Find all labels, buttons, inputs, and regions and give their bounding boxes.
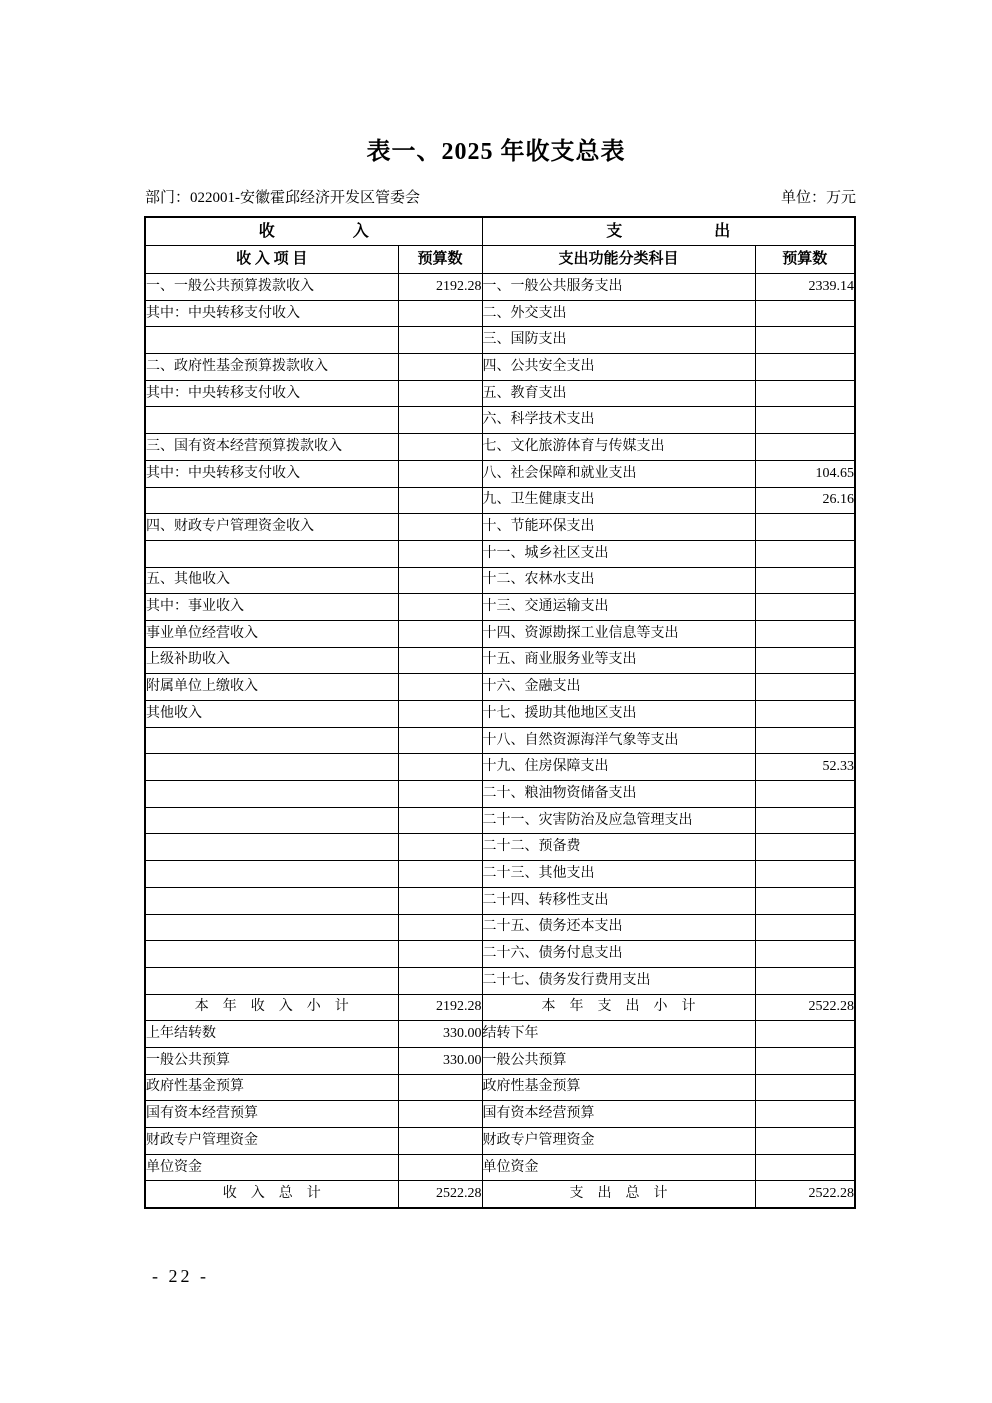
expense-value-cell <box>755 887 855 914</box>
income-value-cell <box>398 887 482 914</box>
income-item-cell: 一般公共预算 <box>145 1047 398 1074</box>
income-value-cell <box>398 460 482 487</box>
table-row <box>145 487 855 514</box>
income-item-cell: 财政专户管理资金 <box>145 1128 398 1155</box>
expense-item-cell: 支 出 总 计 <box>482 1181 755 1208</box>
expense-value-cell <box>755 434 855 461</box>
expense-value-cell <box>755 861 855 888</box>
department-label: 部门：022001-安徽霍邱经济开发区管委会 <box>145 190 420 206</box>
table-row <box>145 407 855 434</box>
expense-item-cell: 二十一、灾害防治及应急管理支出 <box>482 807 755 834</box>
income-value-cell <box>398 620 482 647</box>
table-row <box>145 300 855 327</box>
income-value-cell <box>398 380 482 407</box>
expense-value-cell: 26.16 <box>755 487 855 514</box>
table-row <box>145 834 855 861</box>
income-value-cell <box>398 434 482 461</box>
income-item-cell <box>145 914 398 941</box>
table-row <box>145 861 855 888</box>
expense-value-cell <box>755 807 855 834</box>
income-value-cell <box>398 594 482 621</box>
income-item-cell: 事业单位经营收入 <box>145 620 398 647</box>
expense-value-cell: 2522.28 <box>755 994 855 1021</box>
expense-value-cell <box>755 914 855 941</box>
income-item-cell <box>145 407 398 434</box>
income-value-cell <box>398 1154 482 1181</box>
expense-value-cell: 2339.14 <box>755 274 855 301</box>
expense-item-cell: 四、公共安全支出 <box>482 354 755 381</box>
income-item-cell: 其中：中央转移支付收入 <box>145 460 398 487</box>
expense-value-cell <box>755 354 855 381</box>
income-item-cell: 上级补助收入 <box>145 647 398 674</box>
expense-item-cell: 二十五、债务还本支出 <box>482 914 755 941</box>
meta-row <box>145 186 856 207</box>
expense-item-cell: 九、卫生健康支出 <box>482 487 755 514</box>
income-item-cell: 其他收入 <box>145 701 398 728</box>
table-row <box>145 887 855 914</box>
expense-value-cell: 52.33 <box>755 754 855 781</box>
income-value-cell <box>398 1101 482 1128</box>
expense-value-cell <box>755 941 855 968</box>
expense-value-cell <box>755 594 855 621</box>
table-row <box>145 1021 855 1048</box>
expense-value-cell <box>755 1154 855 1181</box>
income-item-cell <box>145 487 398 514</box>
table-row <box>145 514 855 541</box>
expense-value-cell <box>755 1074 855 1101</box>
income-item-cell <box>145 941 398 968</box>
expense-item-cell: 二十、粮油物资储备支出 <box>482 781 755 808</box>
income-item-cell <box>145 887 398 914</box>
expense-item-cell: 二十六、债务付息支出 <box>482 941 755 968</box>
expense-item-cell: 五、教育支出 <box>482 380 755 407</box>
expense-item-cell: 十七、援助其他地区支出 <box>482 701 755 728</box>
expense-item-column-header: 支出功能分类科目 <box>482 246 755 274</box>
table-row <box>145 701 855 728</box>
income-value-cell: 2192.28 <box>398 994 482 1021</box>
income-value-cell <box>398 1074 482 1101</box>
expense-item-cell: 六、科学技术支出 <box>482 407 755 434</box>
income-item-cell: 三、国有资本经营预算拨款收入 <box>145 434 398 461</box>
expense-item-cell: 二十二、预备费 <box>482 834 755 861</box>
expense-item-cell: 国有资本经营预算 <box>482 1101 755 1128</box>
expense-value-cell <box>755 781 855 808</box>
income-item-cell: 政府性基金预算 <box>145 1074 398 1101</box>
income-item-cell: 一、一般公共预算拨款收入 <box>145 274 398 301</box>
income-value-cell <box>398 754 482 781</box>
expense-item-cell: 七、文化旅游体育与传媒支出 <box>482 434 755 461</box>
expense-value-cell <box>755 701 855 728</box>
expense-item-cell: 一、一般公共服务支出 <box>482 274 755 301</box>
income-item-cell: 国有资本经营预算 <box>145 1101 398 1128</box>
income-value-cell <box>398 914 482 941</box>
income-header-char: 收 <box>258 222 275 240</box>
income-value-cell <box>398 807 482 834</box>
expense-value-cell <box>755 647 855 674</box>
income-item-cell: 其中：中央转移支付收入 <box>145 300 398 327</box>
table-row <box>145 727 855 754</box>
table-row <box>145 1074 855 1101</box>
expense-item-cell: 十三、交通运输支出 <box>482 594 755 621</box>
table-row <box>145 620 855 647</box>
income-value-cell <box>398 327 482 354</box>
expense-value-cell <box>755 727 855 754</box>
income-item-cell: 本 年 收 入 小 计 <box>145 994 398 1021</box>
income-value-cell <box>398 487 482 514</box>
table-row <box>145 434 855 461</box>
income-value-cell <box>398 1128 482 1155</box>
expense-item-cell: 十、节能环保支出 <box>482 514 755 541</box>
expense-value-cell <box>755 380 855 407</box>
income-item-cell: 附属单位上缴收入 <box>145 674 398 701</box>
expense-value-cell <box>755 567 855 594</box>
table-row <box>145 380 855 407</box>
expense-value-cell <box>755 1128 855 1155</box>
expense-value-cell <box>755 620 855 647</box>
table-row <box>145 967 855 994</box>
income-item-cell: 收 入 总 计 <box>145 1181 398 1208</box>
income-value-cell: 330.00 <box>398 1021 482 1048</box>
expense-item-cell: 单位资金 <box>482 1154 755 1181</box>
expense-value-cell <box>755 674 855 701</box>
expense-value-cell <box>755 834 855 861</box>
income-item-cell: 四、财政专户管理资金收入 <box>145 514 398 541</box>
table-row <box>145 594 855 621</box>
income-value-cell <box>398 781 482 808</box>
table-row <box>145 941 855 968</box>
expense-value-cell <box>755 514 855 541</box>
expense-item-cell: 二十三、其他支出 <box>482 861 755 888</box>
income-item-cell <box>145 781 398 808</box>
income-value-cell <box>398 540 482 567</box>
table-row <box>145 647 855 674</box>
table-row <box>145 540 855 567</box>
expense-value-cell <box>755 967 855 994</box>
income-value-cell <box>398 567 482 594</box>
table-row <box>145 1181 855 1208</box>
income-value-cell <box>398 727 482 754</box>
table-row <box>145 327 855 354</box>
income-item-cell: 其中：中央转移支付收入 <box>145 380 398 407</box>
income-value-cell <box>398 647 482 674</box>
expense-section-header <box>482 217 855 246</box>
expense-budget-column-header: 预算数 <box>755 246 855 274</box>
income-item-cell <box>145 727 398 754</box>
expense-item-cell: 三、国防支出 <box>482 327 755 354</box>
expense-item-cell: 一般公共预算 <box>482 1047 755 1074</box>
income-item-cell <box>145 967 398 994</box>
table-row <box>145 460 855 487</box>
expense-item-cell: 二、外交支出 <box>482 300 755 327</box>
expense-value-cell <box>755 540 855 567</box>
income-item-cell: 二、政府性基金预算拨款收入 <box>145 354 398 381</box>
table-row <box>145 1047 855 1074</box>
income-item-cell: 五、其他收入 <box>145 567 398 594</box>
income-value-cell <box>398 701 482 728</box>
expense-value-cell <box>755 407 855 434</box>
income-value-cell: 2192.28 <box>398 274 482 301</box>
table-row <box>145 354 855 381</box>
expense-item-cell: 结转下年 <box>482 1021 755 1048</box>
expense-header-char: 出 <box>714 222 731 240</box>
expense-item-cell: 二十四、转移性支出 <box>482 887 755 914</box>
income-item-cell <box>145 807 398 834</box>
table-row <box>145 674 855 701</box>
income-value-cell <box>398 834 482 861</box>
income-value-cell: 330.00 <box>398 1047 482 1074</box>
income-item-cell <box>145 861 398 888</box>
expense-item-cell: 十八、自然资源海洋气象等支出 <box>482 727 755 754</box>
expense-header-char: 支 <box>606 222 623 240</box>
unit-label: 单位：万元 <box>780 190 856 206</box>
income-section-header <box>145 217 482 246</box>
expense-value-cell <box>755 1021 855 1048</box>
table-row <box>145 1128 855 1155</box>
table-header-row-2 <box>145 246 855 274</box>
table-header-row-1 <box>145 217 855 246</box>
expense-item-cell: 八、社会保障和就业支出 <box>482 460 755 487</box>
income-value-cell <box>398 674 482 701</box>
expense-item-cell: 十四、资源勘探工业信息等支出 <box>482 620 755 647</box>
expense-item-cell: 十二、农林水支出 <box>482 567 755 594</box>
income-budget-column-header: 预算数 <box>398 246 482 274</box>
income-header-char: 入 <box>352 222 369 240</box>
income-item-cell: 其中：事业收入 <box>145 594 398 621</box>
expense-value-cell <box>755 1047 855 1074</box>
expense-item-cell: 十一、城乡社区支出 <box>482 540 755 567</box>
page-title: 表一、2025 年收支总表 <box>366 139 626 165</box>
expense-value-cell <box>755 1101 855 1128</box>
expense-item-cell: 政府性基金预算 <box>482 1074 755 1101</box>
income-value-cell <box>398 407 482 434</box>
table-row <box>145 1101 855 1128</box>
table-row <box>145 567 855 594</box>
income-value-cell <box>398 967 482 994</box>
expense-value-cell: 2522.28 <box>755 1181 855 1208</box>
expense-value-cell <box>755 327 855 354</box>
income-value-cell <box>398 941 482 968</box>
expense-value-cell <box>755 300 855 327</box>
table-row <box>145 807 855 834</box>
income-value-cell <box>398 300 482 327</box>
income-item-cell <box>145 834 398 861</box>
expense-value-cell: 104.65 <box>755 460 855 487</box>
expense-item-cell: 十六、金融支出 <box>482 674 755 701</box>
page-number: - 22 - <box>152 1266 209 1286</box>
budget-table <box>144 216 856 1209</box>
table-row <box>145 274 855 301</box>
income-value-cell <box>398 514 482 541</box>
table-row <box>145 781 855 808</box>
expense-item-cell: 十九、住房保障支出 <box>482 754 755 781</box>
table-row <box>145 754 855 781</box>
income-item-cell: 单位资金 <box>145 1154 398 1181</box>
income-item-cell <box>145 754 398 781</box>
income-value-cell: 2522.28 <box>398 1181 482 1208</box>
income-value-cell <box>398 354 482 381</box>
income-item-cell <box>145 540 398 567</box>
table-row <box>145 914 855 941</box>
income-item-cell: 上年结转数 <box>145 1021 398 1048</box>
table-row <box>145 1154 855 1181</box>
expense-item-cell: 十五、商业服务业等支出 <box>482 647 755 674</box>
income-item-cell <box>145 327 398 354</box>
expense-item-cell: 财政专户管理资金 <box>482 1128 755 1155</box>
income-item-column-header: 收 入 项 目 <box>145 246 398 274</box>
expense-item-cell: 本 年 支 出 小 计 <box>482 994 755 1021</box>
income-value-cell <box>398 861 482 888</box>
table-row <box>145 994 855 1021</box>
expense-item-cell: 二十七、债务发行费用支出 <box>482 967 755 994</box>
budget-table-body <box>145 274 855 1208</box>
